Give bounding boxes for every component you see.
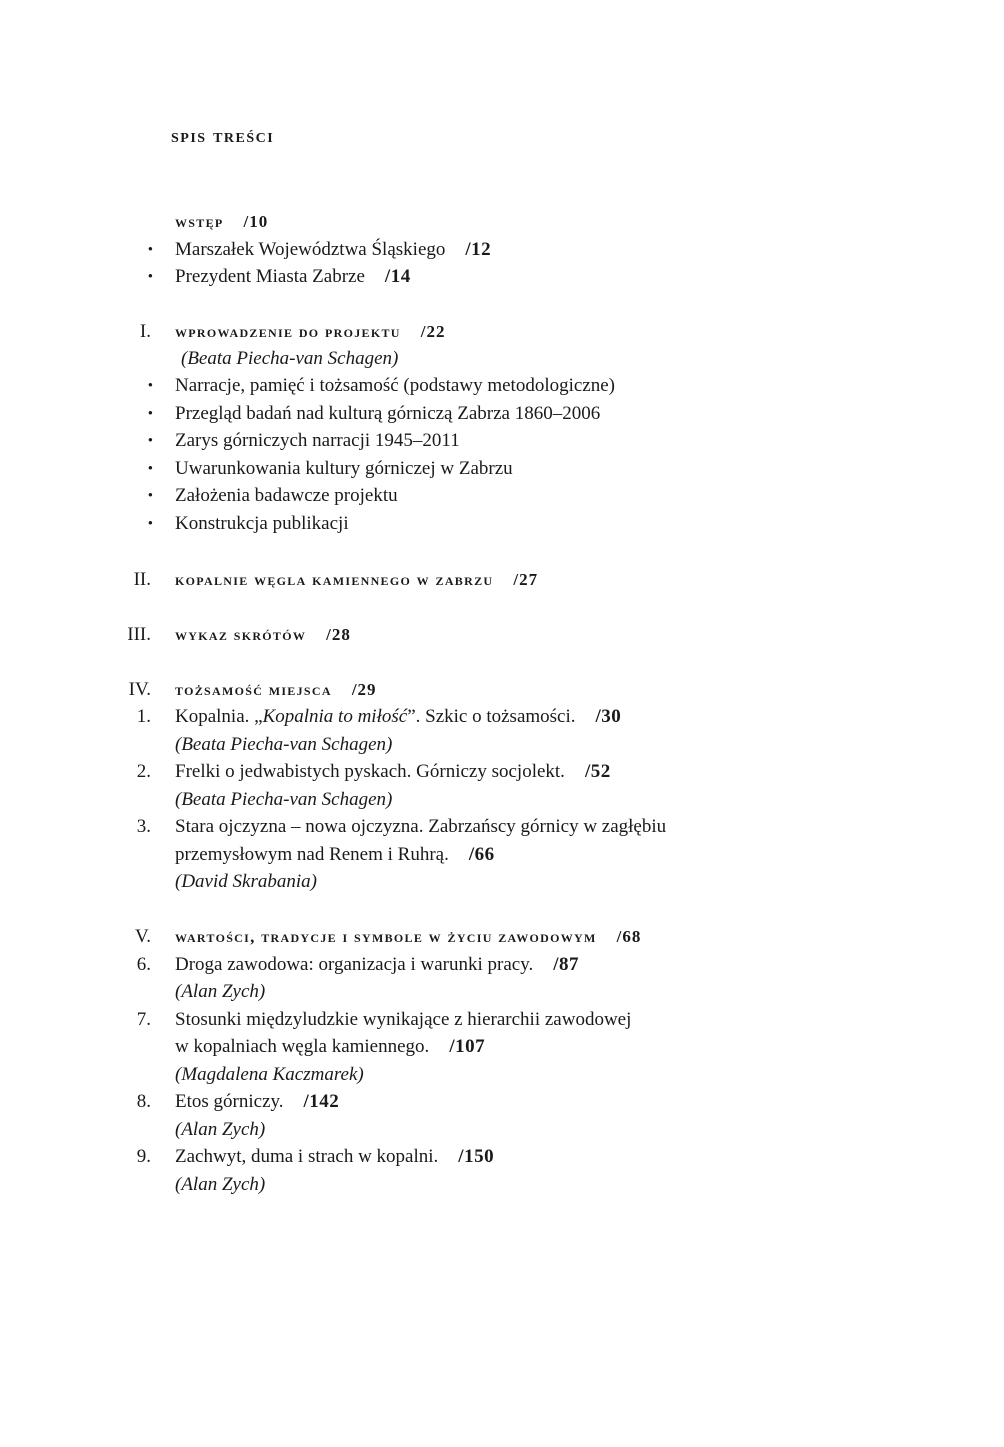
- toc-entry[interactable]: [0, 427, 1004, 454]
- toc-entry[interactable]: [0, 455, 1004, 482]
- page-ref: /14: [384, 266, 411, 287]
- bullet-icon: •: [147, 406, 153, 422]
- section-numeral: II.: [133, 569, 151, 590]
- toc-chapter[interactable]: [0, 758, 1004, 785]
- intro-heading: wstęp /10: [175, 212, 269, 231]
- page-ref: /66: [468, 844, 495, 865]
- chapter-title: przemysłowym nad Renem i Ruhrą. /66: [175, 844, 495, 865]
- author-line: [0, 1061, 1004, 1088]
- section-heading: kopalnie węgla kamiennego w zabrzu /27: [175, 570, 539, 589]
- author-line: [0, 345, 1004, 372]
- toc-entry-intro[interactable]: [0, 208, 1004, 235]
- page-ref: /28: [326, 625, 351, 644]
- author-line: [0, 1116, 1004, 1143]
- entry-text: Zarys górniczych narracji 1945–2011: [175, 430, 460, 451]
- toc-chapter[interactable]: [0, 813, 1004, 840]
- toc-chapter[interactable]: [0, 703, 1004, 730]
- page-ref: /150: [458, 1146, 495, 1167]
- page-ref: /29: [351, 680, 377, 699]
- page-ref: /22: [420, 322, 446, 341]
- author: (Alan Zych): [175, 1174, 266, 1195]
- toc-section-2[interactable]: [0, 566, 1004, 593]
- page-ref: /30: [595, 706, 622, 727]
- bullet-icon: •: [147, 433, 153, 449]
- toc-chapter-continued: [0, 1033, 1004, 1060]
- toc-section-4[interactable]: [0, 676, 1004, 703]
- entry-text: Założenia badawcze projektu: [175, 485, 398, 506]
- author: (David Skrabania): [175, 871, 317, 892]
- bullet-icon: •: [147, 269, 153, 285]
- page-ref: /52: [584, 761, 611, 782]
- toc-entry[interactable]: [0, 263, 1004, 290]
- author: (Alan Zych): [175, 1119, 266, 1140]
- toc-section-5[interactable]: [0, 923, 1004, 950]
- toc-entry[interactable]: [0, 236, 1004, 263]
- author-line: [0, 731, 1004, 758]
- bullet-icon: •: [147, 516, 153, 532]
- chapter-number: 9.: [136, 1146, 151, 1167]
- chapter-title: Frelki o jedwabistych pyskach. Górniczy socjolekt. /52: [175, 761, 611, 782]
- author-line: [0, 786, 1004, 813]
- author-line: [0, 868, 1004, 895]
- chapter-number: 3.: [136, 816, 151, 837]
- chapter-title: w kopalniach węgla kamiennego. /107: [175, 1036, 486, 1057]
- section-numeral: V.: [134, 926, 151, 947]
- author: (Magdalena Kaczmarek): [175, 1064, 364, 1085]
- toc-entry[interactable]: [0, 510, 1004, 537]
- toc-section-3[interactable]: [0, 621, 1004, 648]
- chapter-title: Kopalnia. „Kopalnia to miłość”. Szkic o tożsamości. /30: [175, 706, 622, 727]
- toc-entry[interactable]: [0, 372, 1004, 399]
- author: (Alan Zych): [175, 981, 266, 1002]
- chapter-title: Zachwyt, duma i strach w kopalni. /150: [175, 1146, 495, 1167]
- author: (Beata Piecha-van Schagen): [175, 734, 393, 755]
- section-numeral: III.: [127, 624, 151, 645]
- toc-entry[interactable]: [0, 400, 1004, 427]
- chapter-number: 8.: [136, 1091, 151, 1112]
- chapter-title: Stosunki międzyludzkie wynikające z hierarchii zawodowej: [175, 1009, 632, 1030]
- chapter-number: 6.: [136, 954, 151, 975]
- toc-chapter-continued: [0, 841, 1004, 868]
- author: (Beata Piecha-van Schagen): [175, 789, 393, 810]
- page-ref: /68: [616, 927, 642, 946]
- section-heading: wykaz skrótów /28: [175, 625, 351, 644]
- chapter-number: 7.: [136, 1009, 151, 1030]
- entry-text: Przegląd badań nad kulturą górniczą Zabrza 1860–2006: [175, 403, 601, 424]
- section-heading: wartości, tradycje i symbole w życiu zawodowym /68: [175, 927, 642, 946]
- chapter-number: 1.: [136, 706, 151, 727]
- page-title: spis treści: [171, 125, 275, 147]
- entry-text: Konstrukcja publikacji: [175, 513, 349, 534]
- entry-text: Prezydent Miasta Zabrze /14: [175, 266, 411, 287]
- author: (Beata Piecha-van Schagen): [181, 348, 399, 369]
- section-numeral: IV.: [128, 679, 151, 700]
- section-numeral: I.: [139, 321, 151, 342]
- page-ref: /12: [465, 239, 492, 260]
- page-ref: /87: [553, 954, 579, 975]
- entry-text: Narracje, pamięć i tożsamość (podstawy metodologiczne): [175, 375, 615, 396]
- chapter-title: Droga zawodowa: organizacja i warunki pracy. /87: [175, 954, 579, 975]
- chapter-title: Etos górniczy. /142: [175, 1091, 340, 1112]
- bullet-icon: •: [147, 242, 153, 258]
- toc-chapter[interactable]: [0, 1006, 1004, 1033]
- page-ref: /142: [303, 1091, 340, 1112]
- section-heading: wprowadzenie do projektu /22: [175, 322, 446, 341]
- bullet-icon: •: [147, 378, 153, 394]
- page-ref: /27: [513, 570, 539, 589]
- author-line: [0, 978, 1004, 1005]
- bullet-icon: •: [147, 461, 153, 477]
- toc-entry[interactable]: [0, 482, 1004, 509]
- toc-chapter[interactable]: [0, 951, 1004, 978]
- chapter-number: 2.: [136, 761, 151, 782]
- bullet-icon: •: [147, 488, 153, 504]
- chapter-title: Stara ojczyzna – nowa ojczyzna. Zabrzańscy górnicy w zagłębiu: [175, 816, 667, 837]
- author-line: [0, 1171, 1004, 1198]
- entry-text: Marszałek Województwa Śląskiego /12: [175, 239, 492, 260]
- toc-section-1[interactable]: [0, 318, 1004, 345]
- toc-chapter[interactable]: [0, 1143, 1004, 1170]
- entry-text: Uwarunkowania kultury górniczej w Zabrzu: [175, 458, 513, 479]
- page-ref: /10: [243, 212, 269, 231]
- page-ref: /107: [449, 1036, 486, 1057]
- toc-chapter[interactable]: [0, 1088, 1004, 1115]
- section-heading: tożsamość miejsca /29: [175, 680, 377, 699]
